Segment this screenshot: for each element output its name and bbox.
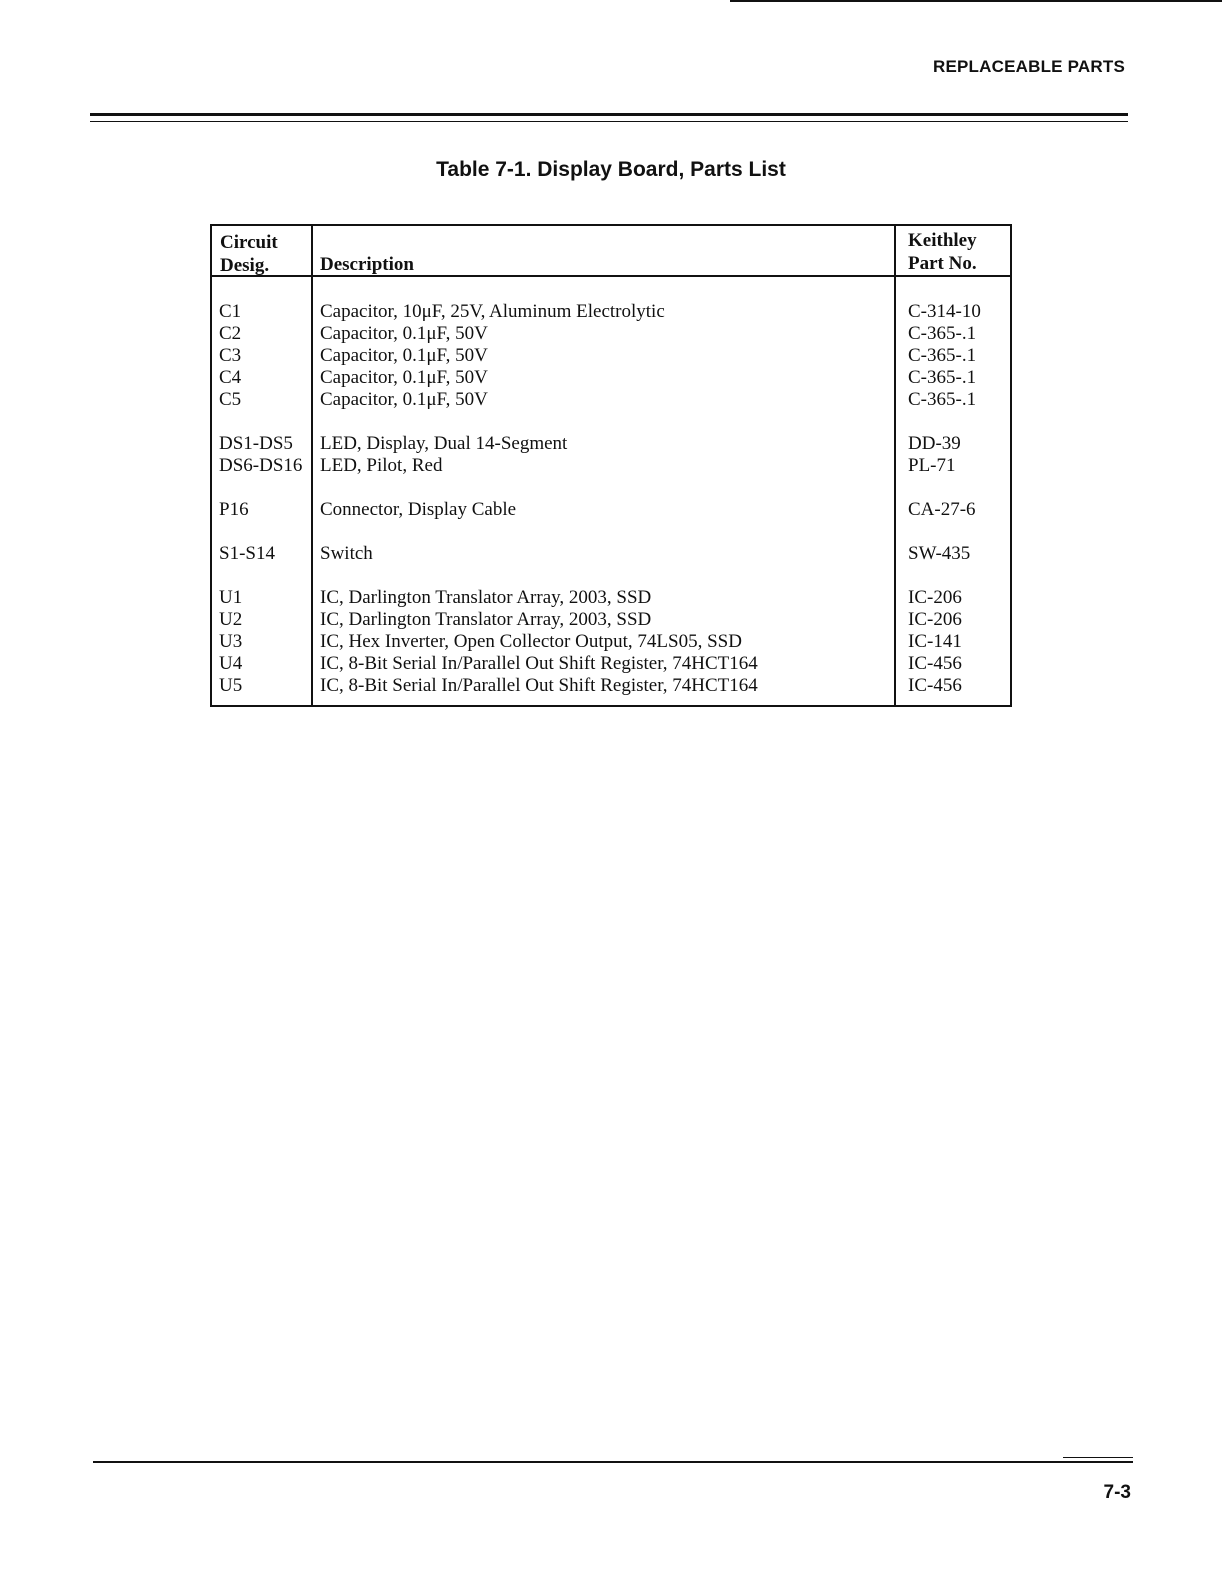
table-row	[212, 609, 1010, 631]
page-number: 7-3	[1103, 1482, 1131, 1503]
cell-description: IC, Hex Inverter, Open Collector Output, 74LS05, SSD	[320, 631, 742, 652]
table-row	[212, 433, 1010, 455]
header-description: Description	[320, 254, 414, 275]
header-part-line2: Part No.	[908, 253, 977, 274]
header-circuit-line1: Circuit	[220, 232, 278, 253]
cell-description: LED, Pilot, Red	[320, 455, 443, 476]
cell-part-number: C-365-.1	[908, 367, 977, 388]
header-circuit-line2: Desig.	[220, 255, 270, 276]
header-rule-thin	[90, 121, 1128, 122]
cell-part-number: IC-206	[908, 587, 962, 608]
cell-part-number: C-365-.1	[908, 345, 977, 366]
row-group	[212, 543, 1010, 565]
row-group	[212, 499, 1010, 521]
cell-part-number: SW-435	[908, 543, 971, 564]
cell-part-number: C-314-10	[908, 301, 981, 322]
cell-designator: C4	[219, 367, 242, 388]
cell-part-number: IC-141	[908, 631, 962, 652]
table-row	[212, 455, 1010, 477]
table-row	[212, 499, 1010, 521]
header-rule	[90, 113, 1128, 116]
cell-designator: P16	[219, 499, 249, 520]
footer-rule-thin	[1063, 1457, 1133, 1458]
cell-designator: U1	[219, 587, 243, 608]
table-caption: Table 7-1. Display Board, Parts List	[436, 158, 786, 181]
cell-designator: C3	[219, 345, 242, 366]
table-row	[212, 653, 1010, 675]
cell-part-number: C-365-.1	[908, 323, 977, 344]
table-row	[212, 367, 1010, 389]
cell-designator: C5	[219, 389, 242, 410]
table-body	[212, 301, 1010, 719]
cell-description: Connector, Display Cable	[320, 499, 517, 520]
table-row	[212, 587, 1010, 609]
cell-part-number: DD-39	[908, 433, 961, 454]
table-row	[212, 631, 1010, 653]
cell-part-number: CA-27-6	[908, 499, 976, 520]
row-group	[212, 301, 1010, 411]
cell-description: Capacitor, 10μF, 25V, Aluminum Electrolytic	[320, 301, 665, 322]
cell-designator: U4	[219, 653, 243, 674]
table-row	[212, 543, 1010, 565]
header-part-no	[908, 229, 977, 275]
cell-description: IC, 8-Bit Serial In/Parallel Out Shift Register, 74HCT164	[320, 675, 758, 696]
top-edge-rule	[730, 0, 1222, 2]
cell-description: IC, Darlington Translator Array, 2003, SSD	[320, 609, 652, 630]
cell-designator: C1	[219, 301, 242, 322]
table-row	[212, 389, 1010, 411]
header-circuit-desig	[220, 231, 278, 277]
cell-part-number: PL-71	[908, 455, 956, 476]
parts-list-table	[210, 224, 1012, 707]
cell-designator: DS6-DS16	[219, 455, 303, 476]
table-row	[212, 345, 1010, 367]
cell-description: LED, Display, Dual 14-Segment	[320, 433, 568, 454]
cell-description: Capacitor, 0.1μF, 50V	[320, 345, 488, 366]
cell-description: IC, Darlington Translator Array, 2003, SSD	[320, 587, 652, 608]
table-row	[212, 301, 1010, 323]
cell-description: IC, 8-Bit Serial In/Parallel Out Shift Register, 74HCT164	[320, 653, 758, 674]
header-part-line1: Keithley	[908, 230, 977, 251]
cell-part-number: C-365-.1	[908, 389, 977, 410]
cell-description: Capacitor, 0.1μF, 50V	[320, 389, 488, 410]
cell-designator: U2	[219, 609, 243, 630]
cell-description: Capacitor, 0.1μF, 50V	[320, 367, 488, 388]
table-row	[212, 323, 1010, 345]
footer-rule	[93, 1461, 1133, 1463]
cell-part-number: IC-206	[908, 609, 962, 630]
cell-designator: S1-S14	[219, 543, 275, 564]
cell-description: Switch	[320, 543, 373, 564]
cell-part-number: IC-456	[908, 653, 962, 674]
cell-description: Capacitor, 0.1μF, 50V	[320, 323, 488, 344]
cell-designator: U5	[219, 675, 243, 696]
cell-designator: DS1-DS5	[219, 433, 293, 454]
running-head: REPLACEABLE PARTS	[933, 57, 1125, 76]
cell-designator: U3	[219, 631, 243, 652]
cell-designator: C2	[219, 323, 242, 344]
table-row	[212, 675, 1010, 697]
row-group	[212, 587, 1010, 697]
row-group	[212, 433, 1010, 477]
cell-part-number: IC-456	[908, 675, 962, 696]
